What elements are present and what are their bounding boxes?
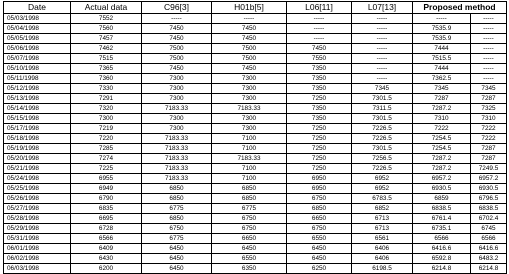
table-row bbox=[4, 144, 507, 154]
cell-proposed-1: 6592.8 bbox=[413, 254, 471, 264]
cell-proposed-2: ----- bbox=[471, 24, 507, 34]
cell-date: 05/21/1998 bbox=[4, 164, 71, 174]
cell-h01b: 7500 bbox=[212, 54, 287, 64]
cell-date: 05/24/1998 bbox=[4, 174, 71, 184]
cell-proposed-2: 7222 bbox=[471, 134, 507, 144]
cell-actual-data: 7225 bbox=[71, 164, 142, 174]
cell-actual-data: 7220 bbox=[71, 134, 142, 144]
cell-c96: 7183.33 bbox=[142, 154, 212, 164]
cell-date: 05/18/1998 bbox=[4, 134, 71, 144]
cell-l07: 6561 bbox=[352, 234, 413, 244]
cell-l07: ----- bbox=[352, 64, 413, 74]
cell-proposed-2: 7310 bbox=[471, 114, 507, 124]
cell-date: 05/06/1998 bbox=[4, 44, 71, 54]
cell-actual-data: 6200 bbox=[71, 264, 142, 274]
cell-proposed-2: 6566 bbox=[471, 234, 507, 244]
cell-c96: 7183.33 bbox=[142, 164, 212, 174]
cell-c96: 6450 bbox=[142, 264, 212, 274]
cell-date: 05/05/1998 bbox=[4, 34, 71, 44]
cell-l07: 7226.5 bbox=[352, 124, 413, 134]
cell-l06: 7550 bbox=[287, 54, 352, 64]
table-row bbox=[4, 214, 507, 224]
table-row bbox=[4, 74, 507, 84]
cell-proposed-2: ----- bbox=[471, 54, 507, 64]
cell-h01b: 6850 bbox=[212, 194, 287, 204]
cell-c96: 6450 bbox=[142, 244, 212, 254]
cell-proposed-1: 6957.2 bbox=[413, 174, 471, 184]
cell-actual-data: 7552 bbox=[71, 14, 142, 24]
cell-l07: ----- bbox=[352, 14, 413, 24]
cell-proposed-1: 7287.2 bbox=[413, 104, 471, 114]
cell-proposed-1: 7254.5 bbox=[413, 144, 471, 154]
cell-c96: 6750 bbox=[142, 224, 212, 234]
cell-proposed-2: 7287 bbox=[471, 154, 507, 164]
cell-h01b: 6350 bbox=[212, 264, 287, 274]
cell-h01b: 7300 bbox=[212, 94, 287, 104]
cell-c96: 7450 bbox=[142, 64, 212, 74]
cell-c96: 6850 bbox=[142, 194, 212, 204]
table-row bbox=[4, 104, 507, 114]
cell-c96: 7300 bbox=[142, 114, 212, 124]
cell-actual-data: 7457 bbox=[71, 34, 142, 44]
cell-actual-data: 7291 bbox=[71, 94, 142, 104]
cell-proposed-1: 7362.5 bbox=[413, 74, 471, 84]
table-row bbox=[4, 14, 507, 24]
cell-proposed-1: 6416.6 bbox=[413, 244, 471, 254]
cell-l07: 6783.5 bbox=[352, 194, 413, 204]
cell-proposed-2: ----- bbox=[471, 14, 507, 24]
cell-h01b: 6750 bbox=[212, 224, 287, 234]
cell-date: 05/26/1998 bbox=[4, 194, 71, 204]
cell-l07: 6406 bbox=[352, 254, 413, 264]
header-l07: L07[13] bbox=[352, 2, 413, 14]
table-row bbox=[4, 234, 507, 244]
cell-l06: ----- bbox=[287, 14, 352, 24]
table-body bbox=[4, 14, 507, 274]
cell-date: 05/31/1998 bbox=[4, 234, 71, 244]
cell-date: 05/15/1998 bbox=[4, 114, 71, 124]
cell-l07: 7311.5 bbox=[352, 104, 413, 114]
cell-l06: 7250 bbox=[287, 144, 352, 154]
cell-l06: 6950 bbox=[287, 184, 352, 194]
cell-c96: 7500 bbox=[142, 44, 212, 54]
cell-c96: 6775 bbox=[142, 234, 212, 244]
cell-proposed-2: 6745 bbox=[471, 224, 507, 234]
cell-c96: ----- bbox=[142, 14, 212, 24]
cell-proposed-1: 7535.9 bbox=[413, 24, 471, 34]
cell-actual-data: 7274 bbox=[71, 154, 142, 164]
cell-date: 05/10/1998 bbox=[4, 64, 71, 74]
cell-h01b: 7300 bbox=[212, 74, 287, 84]
cell-c96: 7450 bbox=[142, 34, 212, 44]
cell-proposed-2: 7222 bbox=[471, 124, 507, 134]
cell-c96: 7300 bbox=[142, 74, 212, 84]
cell-l06: 6650 bbox=[287, 214, 352, 224]
cell-l06: 6850 bbox=[287, 204, 352, 214]
cell-h01b: 7450 bbox=[212, 24, 287, 34]
table-row bbox=[4, 244, 507, 254]
cell-h01b: 7100 bbox=[212, 164, 287, 174]
cell-l07: 6198.5 bbox=[352, 264, 413, 274]
cell-date: 05/13/1998 bbox=[4, 94, 71, 104]
cell-proposed-2: ----- bbox=[471, 64, 507, 74]
cell-l06: 6750 bbox=[287, 224, 352, 234]
table-row bbox=[4, 114, 507, 124]
cell-actual-data: 6835 bbox=[71, 204, 142, 214]
cell-actual-data: 7462 bbox=[71, 44, 142, 54]
cell-l06: 6450 bbox=[287, 254, 352, 264]
header-h01b: H01b[5] bbox=[212, 2, 287, 14]
cell-l06: 7350 bbox=[287, 74, 352, 84]
cell-proposed-1: 7345 bbox=[413, 84, 471, 94]
cell-date: 05/07/1998 bbox=[4, 54, 71, 64]
forecast-comparison-table bbox=[3, 1, 507, 274]
cell-c96: 7183.33 bbox=[142, 134, 212, 144]
cell-h01b: 7183.33 bbox=[212, 104, 287, 114]
cell-c96: 6850 bbox=[142, 184, 212, 194]
cell-l06: 7350 bbox=[287, 84, 352, 94]
cell-c96: 7300 bbox=[142, 84, 212, 94]
cell-l06: ----- bbox=[287, 34, 352, 44]
cell-actual-data: 7515 bbox=[71, 54, 142, 64]
cell-actual-data: 6955 bbox=[71, 174, 142, 184]
cell-c96: 7300 bbox=[142, 94, 212, 104]
table-row bbox=[4, 84, 507, 94]
table-row bbox=[4, 34, 507, 44]
cell-date: 05/12/1998 bbox=[4, 84, 71, 94]
cell-l07: 7226.5 bbox=[352, 164, 413, 174]
cell-proposed-1: 7444 bbox=[413, 44, 471, 54]
cell-c96: 6775 bbox=[142, 204, 212, 214]
cell-l06: 7250 bbox=[287, 124, 352, 134]
cell-l07: ----- bbox=[352, 54, 413, 64]
table-row bbox=[4, 194, 507, 204]
cell-h01b: 7183.33 bbox=[212, 154, 287, 164]
cell-l07: 7301.5 bbox=[352, 144, 413, 154]
cell-proposed-1: 6735.1 bbox=[413, 224, 471, 234]
cell-proposed-2: 6702.4 bbox=[471, 214, 507, 224]
cell-l06: 6950 bbox=[287, 174, 352, 184]
cell-proposed-1: 7287.2 bbox=[413, 154, 471, 164]
cell-c96: 7183.33 bbox=[142, 104, 212, 114]
cell-proposed-1: 7287.2 bbox=[413, 164, 471, 174]
cell-h01b: 7450 bbox=[212, 64, 287, 74]
cell-h01b: 7300 bbox=[212, 114, 287, 124]
cell-l06: 6750 bbox=[287, 194, 352, 204]
cell-actual-data: 7365 bbox=[71, 64, 142, 74]
cell-proposed-1: 7287 bbox=[413, 94, 471, 104]
cell-l06: 7250 bbox=[287, 134, 352, 144]
cell-proposed-2: 7249.5 bbox=[471, 164, 507, 174]
cell-actual-data: 7320 bbox=[71, 104, 142, 114]
header-row bbox=[4, 2, 507, 14]
cell-l07: 6713 bbox=[352, 224, 413, 234]
header-date: Date bbox=[4, 2, 71, 14]
cell-h01b: 7100 bbox=[212, 144, 287, 154]
cell-proposed-1: 7310 bbox=[413, 114, 471, 124]
cell-c96: 6850 bbox=[142, 214, 212, 224]
cell-l07: 6852 bbox=[352, 204, 413, 214]
table-row bbox=[4, 184, 507, 194]
cell-h01b: 7300 bbox=[212, 124, 287, 134]
table-row bbox=[4, 24, 507, 34]
table-row bbox=[4, 44, 507, 54]
cell-c96: 7450 bbox=[142, 24, 212, 34]
cell-l06: 7350 bbox=[287, 104, 352, 114]
cell-date: 05/20/1998 bbox=[4, 154, 71, 164]
cell-h01b: 7450 bbox=[212, 34, 287, 44]
table-row bbox=[4, 174, 507, 184]
cell-l07: 6406 bbox=[352, 244, 413, 254]
cell-l06: 6550 bbox=[287, 234, 352, 244]
cell-h01b: 6850 bbox=[212, 184, 287, 194]
cell-proposed-1: 6566 bbox=[413, 234, 471, 244]
cell-h01b: 6750 bbox=[212, 214, 287, 224]
cell-l07: 6952 bbox=[352, 184, 413, 194]
cell-proposed-2: 7325 bbox=[471, 104, 507, 114]
table-row bbox=[4, 254, 507, 264]
cell-l06: 6250 bbox=[287, 264, 352, 274]
cell-proposed-2: 6930.5 bbox=[471, 184, 507, 194]
cell-l07: 6713 bbox=[352, 214, 413, 224]
cell-actual-data: 7560 bbox=[71, 24, 142, 34]
table-row bbox=[4, 124, 507, 134]
cell-c96: 7500 bbox=[142, 54, 212, 64]
cell-c96: 7183.33 bbox=[142, 144, 212, 154]
cell-l07: 7301.5 bbox=[352, 114, 413, 124]
header-actual-data: Actual data bbox=[71, 2, 142, 14]
cell-proposed-1: 6930.5 bbox=[413, 184, 471, 194]
cell-l07: 6952 bbox=[352, 174, 413, 184]
cell-l06: 7350 bbox=[287, 64, 352, 74]
table-row bbox=[4, 224, 507, 234]
cell-l07: 7301.5 bbox=[352, 94, 413, 104]
header-l06: L06[11] bbox=[287, 2, 352, 14]
cell-date: 05/28/1998 bbox=[4, 214, 71, 224]
cell-proposed-1: 7444 bbox=[413, 64, 471, 74]
cell-proposed-1: 7535.9 bbox=[413, 34, 471, 44]
cell-h01b: ----- bbox=[212, 14, 287, 24]
cell-l07: ----- bbox=[352, 74, 413, 84]
cell-h01b: 6550 bbox=[212, 254, 287, 264]
cell-proposed-2: 6957.2 bbox=[471, 174, 507, 184]
table-row bbox=[4, 164, 507, 174]
cell-l06: 7250 bbox=[287, 94, 352, 104]
cell-actual-data: 6566 bbox=[71, 234, 142, 244]
cell-h01b: 6650 bbox=[212, 234, 287, 244]
cell-proposed-2: ----- bbox=[471, 74, 507, 84]
cell-l06: 6450 bbox=[287, 244, 352, 254]
cell-actual-data: 6409 bbox=[71, 244, 142, 254]
cell-h01b: 7100 bbox=[212, 134, 287, 144]
cell-l07: ----- bbox=[352, 34, 413, 44]
cell-proposed-1: 7222 bbox=[413, 124, 471, 134]
cell-proposed-2: 6483.2 bbox=[471, 254, 507, 264]
cell-date: 06/02/1998 bbox=[4, 254, 71, 264]
cell-l06: 7450 bbox=[287, 44, 352, 54]
table-container bbox=[3, 1, 506, 274]
table-row bbox=[4, 134, 507, 144]
header-proposed-method: Proposed method bbox=[413, 2, 507, 14]
cell-actual-data: 7330 bbox=[71, 84, 142, 94]
cell-h01b: 7100 bbox=[212, 174, 287, 184]
cell-actual-data: 7300 bbox=[71, 114, 142, 124]
cell-date: 05/11/1998 bbox=[4, 74, 71, 84]
cell-actual-data: 6695 bbox=[71, 214, 142, 224]
table-row bbox=[4, 54, 507, 64]
cell-actual-data: 7360 bbox=[71, 74, 142, 84]
cell-proposed-1: 7254.5 bbox=[413, 134, 471, 144]
cell-l06: 7250 bbox=[287, 164, 352, 174]
cell-date: 05/14/1998 bbox=[4, 104, 71, 114]
cell-h01b: 6450 bbox=[212, 244, 287, 254]
cell-proposed-1: 7515.5 bbox=[413, 54, 471, 64]
cell-proposed-2: ----- bbox=[471, 44, 507, 54]
cell-date: 05/03/1998 bbox=[4, 14, 71, 24]
cell-date: 05/29/1998 bbox=[4, 224, 71, 234]
header-c96: C96[3] bbox=[142, 2, 212, 14]
cell-h01b: 7500 bbox=[212, 44, 287, 54]
table-row bbox=[4, 94, 507, 104]
cell-actual-data: 6430 bbox=[71, 254, 142, 264]
cell-proposed-2: 6416.6 bbox=[471, 244, 507, 254]
table-row bbox=[4, 204, 507, 214]
cell-proposed-1: 6859 bbox=[413, 194, 471, 204]
cell-actual-data: 7285 bbox=[71, 144, 142, 154]
cell-date: 05/27/1998 bbox=[4, 204, 71, 214]
table-row bbox=[4, 64, 507, 74]
cell-date: 05/19/1998 bbox=[4, 144, 71, 154]
cell-proposed-2: 7345 bbox=[471, 84, 507, 94]
cell-proposed-2: 7287 bbox=[471, 144, 507, 154]
cell-actual-data: 6790 bbox=[71, 194, 142, 204]
cell-date: 05/25/1998 bbox=[4, 184, 71, 194]
cell-l07: 7226.5 bbox=[352, 134, 413, 144]
cell-proposed-2: 7287 bbox=[471, 94, 507, 104]
cell-proposed-2: 6838.5 bbox=[471, 204, 507, 214]
cell-date: 05/17/1998 bbox=[4, 124, 71, 134]
cell-l07: 7256.5 bbox=[352, 154, 413, 164]
cell-c96: 6450 bbox=[142, 254, 212, 264]
cell-l07: ----- bbox=[352, 24, 413, 34]
table-row bbox=[4, 154, 507, 164]
cell-h01b: 7300 bbox=[212, 84, 287, 94]
cell-c96: 7300 bbox=[142, 124, 212, 134]
cell-c96: 7183.33 bbox=[142, 174, 212, 184]
cell-l07: 7345 bbox=[352, 84, 413, 94]
cell-actual-data: 7219 bbox=[71, 124, 142, 134]
cell-proposed-2: 6214.8 bbox=[471, 264, 507, 274]
cell-date: 06/03/1998 bbox=[4, 264, 71, 274]
cell-actual-data: 6949 bbox=[71, 184, 142, 194]
cell-proposed-1: ----- bbox=[413, 14, 471, 24]
cell-l07: ----- bbox=[352, 44, 413, 54]
cell-l06: 7250 bbox=[287, 154, 352, 164]
cell-proposed-2: 6796.5 bbox=[471, 194, 507, 204]
cell-date: 06/01/1998 bbox=[4, 244, 71, 254]
cell-h01b: 6775 bbox=[212, 204, 287, 214]
cell-proposed-1: 6838.5 bbox=[413, 204, 471, 214]
cell-proposed-2: ----- bbox=[471, 34, 507, 44]
cell-l06: ----- bbox=[287, 24, 352, 34]
cell-proposed-1: 6214.8 bbox=[413, 264, 471, 274]
table-row bbox=[4, 264, 507, 274]
cell-date: 05/04/1998 bbox=[4, 24, 71, 34]
cell-proposed-1: 6761.4 bbox=[413, 214, 471, 224]
cell-l06: 7350 bbox=[287, 114, 352, 124]
cell-actual-data: 6728 bbox=[71, 224, 142, 234]
